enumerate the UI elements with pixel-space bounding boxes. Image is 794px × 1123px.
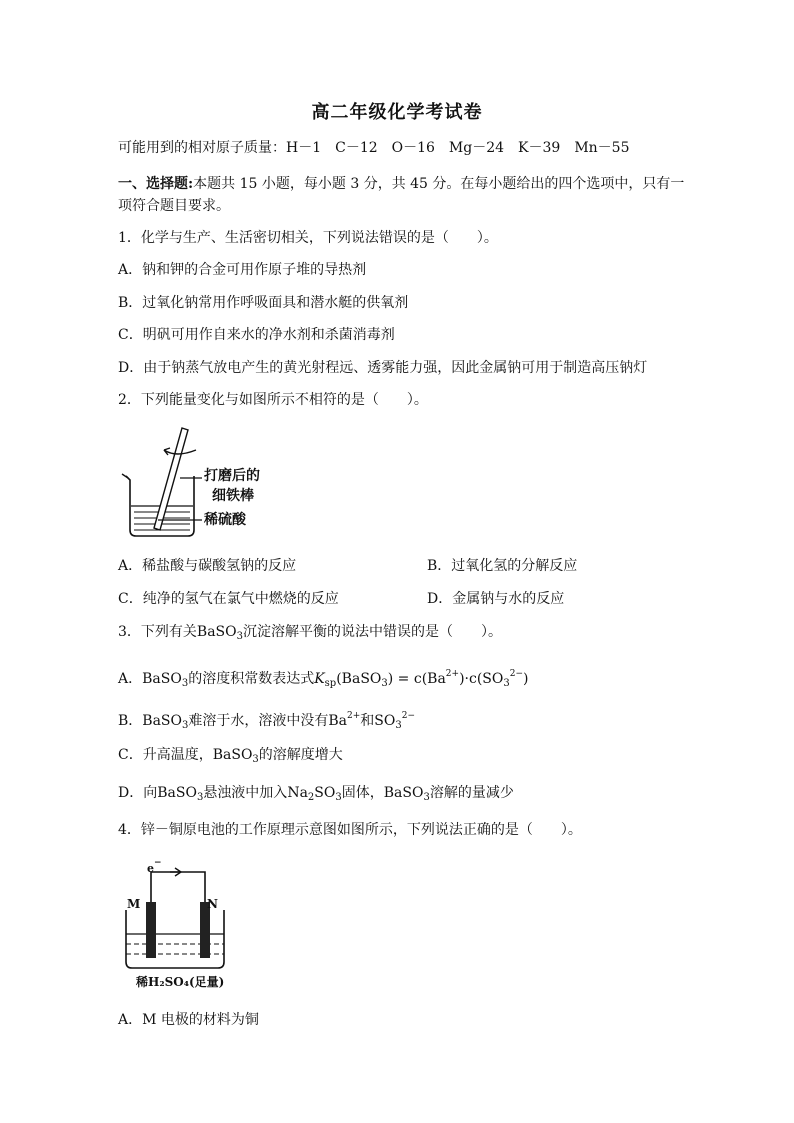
q3-option-d xyxy=(118,783,514,808)
q3a-expr2: ) = c(Ba xyxy=(387,671,446,687)
q1-option-c: C．明矾可用作自来水的净水剂和杀菌消毒剂 xyxy=(118,327,395,343)
atomic-mass-line: 可能用到的相对原子质量：H－1 C－12 O－16 Mg－24 K－39 Mn－55 xyxy=(118,140,630,156)
q3c-sub: 3 xyxy=(252,754,259,765)
q3b-formula: BaSO xyxy=(142,713,182,729)
q1-option-d: D．由于钠蒸气放电产生的黄光射程远、透雾能力强，因此金属钠可用于制造高压钠灯 xyxy=(118,360,648,376)
q3c-formula: BaSO xyxy=(212,747,253,763)
q3a-expr1-sub: 3 xyxy=(381,678,388,689)
q3-option-b xyxy=(118,706,415,736)
q3a-expr3: )·c(SO xyxy=(459,671,504,687)
q3-stem xyxy=(118,622,502,647)
q2-stem: 2．下列能量变化与如图所示不相符的是（ ）。 xyxy=(118,392,428,408)
q3b-so-sup: 2− xyxy=(401,711,416,721)
section-heading-line xyxy=(118,174,684,194)
q3d-text1: 悬浊液中加入 xyxy=(203,785,288,801)
q3a-expr4: ) xyxy=(523,671,529,687)
q3d-sub2: 3 xyxy=(423,792,430,803)
q3-stem-formula: BaSO xyxy=(196,624,237,640)
section-heading: 一、选择题: xyxy=(118,176,194,192)
q3d-text3: 溶解的量减少 xyxy=(429,785,514,801)
q3d-sub: 3 xyxy=(196,792,204,803)
q3a-pre: A． xyxy=(118,671,143,687)
fig-electron-label xyxy=(147,853,162,879)
section-desc-1: 本题共 15 小题，每小题 3 分，共 45 分。在每小题给出的四个选项中，只有一 xyxy=(193,176,685,192)
q3a-sub: 3 xyxy=(181,678,189,689)
q3a-ksub: sp xyxy=(324,678,337,689)
fig-label-rod-1: 打磨后的 xyxy=(204,468,260,484)
q3d-so: SO xyxy=(314,785,336,801)
q2-option-d: D．金属钠与水的反应 xyxy=(427,591,565,607)
q3a-text: 的溶度积常数表达式 xyxy=(188,671,315,687)
fig-label-rod-2: 细铁棒 xyxy=(212,488,254,504)
q2-option-a: A．稀盐酸与碳酸氢钠的反应 xyxy=(118,558,297,574)
q3c-pre: C．升高温度， xyxy=(118,747,213,763)
q3d-text2: 固体， xyxy=(341,785,384,801)
q3b-and: 和 xyxy=(360,713,375,729)
q3a-k: K xyxy=(314,671,325,687)
fig-electron-e: e xyxy=(147,862,154,875)
fig-electrode-n: N xyxy=(207,897,218,911)
q3c-text: 的溶解度增大 xyxy=(258,747,343,763)
q1-stem: 1．化学与生产、生活密切相关，下列说法错误的是（ ）。 xyxy=(118,230,498,246)
q3a-expr2-sup: 2+ xyxy=(445,669,460,679)
q3-option-c xyxy=(118,745,343,770)
fig-electrode-m: M xyxy=(127,897,141,911)
q3a-expr3-sup: 2− xyxy=(509,669,524,679)
page-title: 高二年级化学考试卷 xyxy=(311,102,483,123)
q4-option-a: A．M 电极的材料为铜 xyxy=(118,1012,259,1028)
section-desc-2: 项符合题目要求。 xyxy=(118,198,230,214)
q3-option-a xyxy=(118,664,529,694)
q3d-formula: BaSO xyxy=(157,785,197,801)
q3d-na: Na xyxy=(287,785,308,801)
q3d-na-sub: 2 xyxy=(307,792,315,803)
fig-electron-sup: − xyxy=(154,858,162,868)
beaker-figure xyxy=(118,422,288,544)
q3a-expr1: (BaSO xyxy=(336,671,382,687)
q3d-so-sub: 3 xyxy=(335,792,342,803)
galvanic-cell-figure xyxy=(118,852,238,992)
q3-stem-pre: 3．下列有关 xyxy=(118,624,197,640)
q3d-pre: D．向 xyxy=(118,785,158,801)
q1-option-a: A．钠和钾的合金可用作原子堆的导热剂 xyxy=(118,262,367,278)
q3b-ba-sup: 2+ xyxy=(347,711,361,721)
q3b-so: SO xyxy=(374,713,396,729)
q3b-ba: Ba xyxy=(328,713,348,729)
q3-stem-post: 沉淀溶解平衡的说法中错误的是（ ）。 xyxy=(243,624,502,640)
q4-stem: 4．锌－铜原电池的工作原理示意图如图所示，下列说法正确的是（ ）。 xyxy=(118,822,582,838)
q2-option-b: B．过氧化氢的分解反应 xyxy=(427,558,578,574)
q3b-text: 难溶于水，溶液中没有 xyxy=(188,713,329,729)
q3-stem-sub: 3 xyxy=(236,631,243,642)
fig-label-acid: 稀硫酸 xyxy=(204,512,246,528)
q3b-so-sub: 3 xyxy=(395,720,402,731)
q2-option-c: C．纯净的氢气在氯气中燃烧的反应 xyxy=(118,591,339,607)
q3a-expr3-sub: 3 xyxy=(503,678,510,689)
q3b-sub: 3 xyxy=(182,720,189,731)
q3a-formula: BaSO xyxy=(142,671,182,687)
q1-option-b: B．过氧化钠常用作呼吸面具和潜水艇的供氧剂 xyxy=(118,295,409,311)
q3b-pre: B． xyxy=(118,713,143,729)
fig-solution-label: 稀H₂SO₄(足量) xyxy=(136,975,225,989)
q3d-formula2: BaSO xyxy=(383,785,424,801)
